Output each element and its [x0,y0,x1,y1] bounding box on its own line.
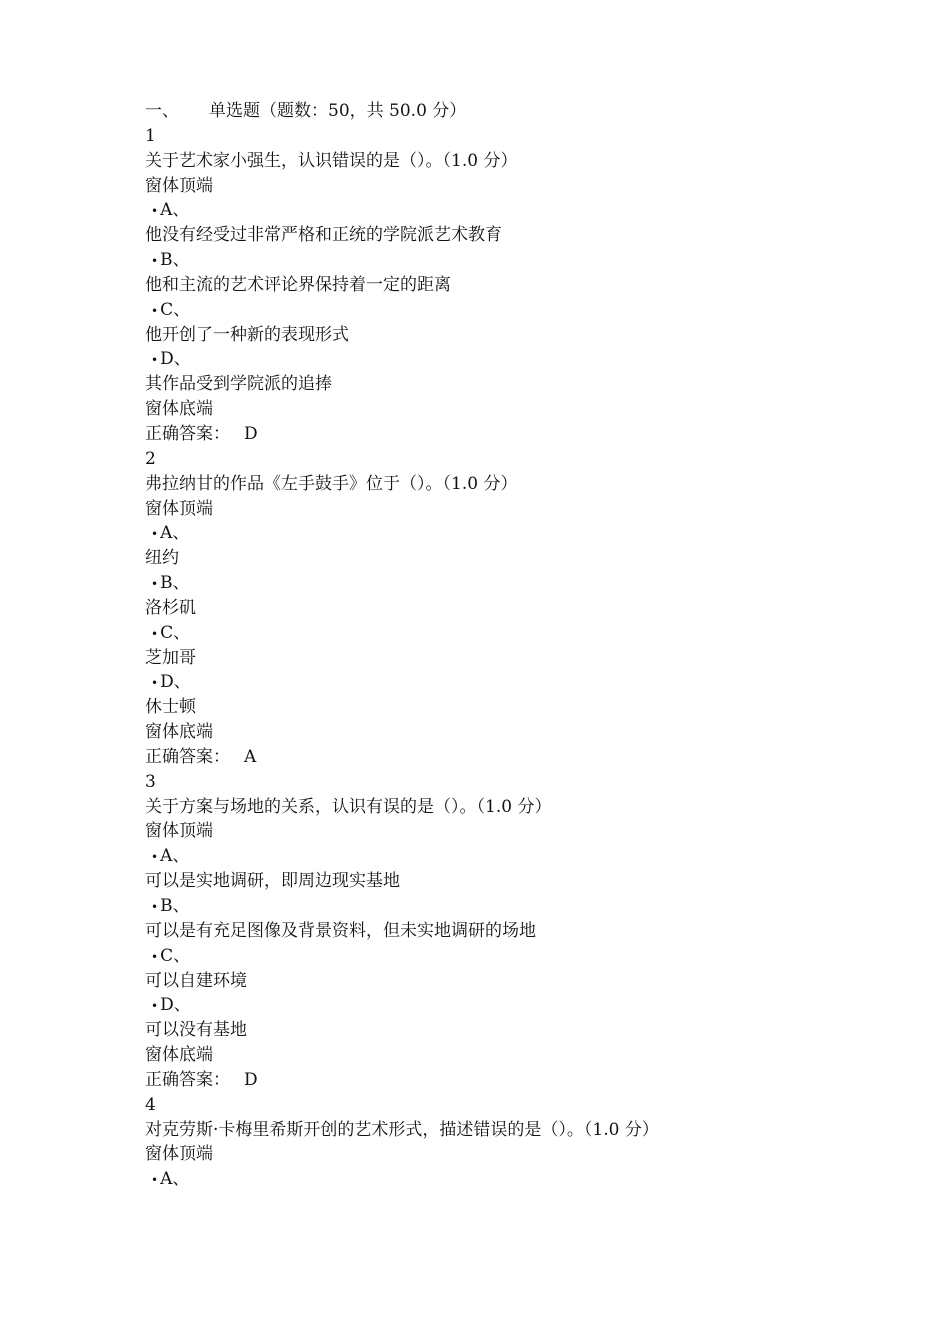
option-b-label[interactable] [145,248,905,273]
bullet-icon: • [151,999,159,1014]
option-letter: C、 [160,945,191,966]
option-d-text: 其作品受到学院派的追捧 [145,374,332,395]
bullet-icon: • [151,254,159,269]
option-c-text: 芝加哥 [145,647,196,668]
answer-value: D [244,423,258,444]
option-c-label[interactable] [145,298,905,323]
option-a-label[interactable] [145,521,905,546]
option-letter: C、 [160,622,191,643]
option-letter: A、 [160,1169,190,1190]
option-b-text: 可以是有充足图像及背景资料，但未实地调研的场地 [145,920,536,941]
question-number: 1 [145,125,156,146]
answer-value: D [244,1069,258,1090]
option-d-label[interactable] [145,347,905,372]
bullet-icon: • [151,676,159,691]
option-b-label[interactable] [145,571,905,596]
section-heading [145,99,905,124]
question-block [145,124,905,447]
form-top-marker: 窗体顶端 [145,175,213,196]
answer-label: 正确答案： [145,746,230,767]
form-top-marker: 窗体顶端 [145,498,213,519]
bullet-icon: • [151,626,159,641]
answer-value: A [244,746,257,767]
option-b-text: 他和主流的艺术评论界保持着一定的距离 [145,274,451,295]
question-text: 关于艺术家小强生，认识错误的是（）。（1.0 分） [145,150,518,171]
bullet-icon: • [151,353,159,368]
bullet-icon: • [151,303,159,318]
bullet-icon: • [151,204,159,219]
option-a-text: 他没有经受过非常严格和正统的学院派艺术教育 [145,225,502,246]
option-letter: B、 [160,250,190,271]
answer-label: 正确答案： [145,1069,230,1090]
option-letter: B、 [160,896,190,916]
question-text: 对克劳斯·卡梅里希斯开创的艺术形式，描述错误的是（）。（1.0 分） [145,1119,659,1140]
bullet-icon: • [151,900,159,914]
correct-answer [145,745,905,770]
option-letter: A、 [160,846,190,867]
form-bottom-marker: 窗体底端 [145,1045,213,1066]
option-letter: D、 [160,995,191,1016]
option-a-text: 可以是实地调研，即周边现实基地 [145,871,400,892]
section-title: 单选题（题数：50，共 50.0 分） [209,101,467,121]
correct-answer [145,1068,905,1093]
option-c-text: 可以自建环境 [145,970,247,991]
bullet-icon: • [151,850,159,865]
option-letter: C、 [160,299,191,320]
option-d-label[interactable] [145,993,905,1018]
question-block [145,1093,905,1192]
bullet-icon: • [151,1173,159,1188]
option-a-label[interactable] [145,1167,905,1192]
question-number: 4 [145,1094,156,1115]
section-prefix: 一、 [145,101,179,121]
bullet-icon: • [151,527,159,542]
option-letter: D、 [160,672,191,693]
form-top-marker: 窗体顶端 [145,821,213,842]
option-a-label[interactable] [145,844,905,869]
option-d-text: 可以没有基地 [145,1020,247,1041]
option-c-label[interactable] [145,944,905,969]
question-number: 3 [145,771,156,792]
option-letter: B、 [160,573,190,594]
option-c-text: 他开创了一种新的表现形式 [145,324,349,345]
option-letter: A、 [160,523,190,544]
question-text: 弗拉纳甘的作品《左手鼓手》位于（）。（1.0 分） [145,473,518,494]
option-letter: D、 [160,349,191,370]
question-text: 关于方案与场地的关系，认识有误的是（）。（1.0 分） [145,796,552,817]
question-block [145,770,905,1093]
option-b-text: 洛杉矶 [145,597,196,618]
document-page [145,99,905,1192]
form-bottom-marker: 窗体底端 [145,399,213,420]
option-d-label[interactable] [145,670,905,695]
question-number: 2 [145,448,156,469]
option-c-label[interactable] [145,621,905,646]
option-letter: A、 [160,200,190,221]
option-a-text: 纽约 [145,548,179,569]
question-block [145,447,905,770]
form-bottom-marker: 窗体底端 [145,722,213,743]
form-top-marker: 窗体顶端 [145,1144,213,1165]
correct-answer [145,422,905,447]
option-b-label[interactable] [145,894,905,919]
option-a-label[interactable] [145,198,905,223]
answer-label: 正确答案： [145,423,230,444]
option-d-text: 休士顿 [145,697,196,718]
bullet-icon: • [151,577,159,592]
bullet-icon: • [151,949,159,964]
